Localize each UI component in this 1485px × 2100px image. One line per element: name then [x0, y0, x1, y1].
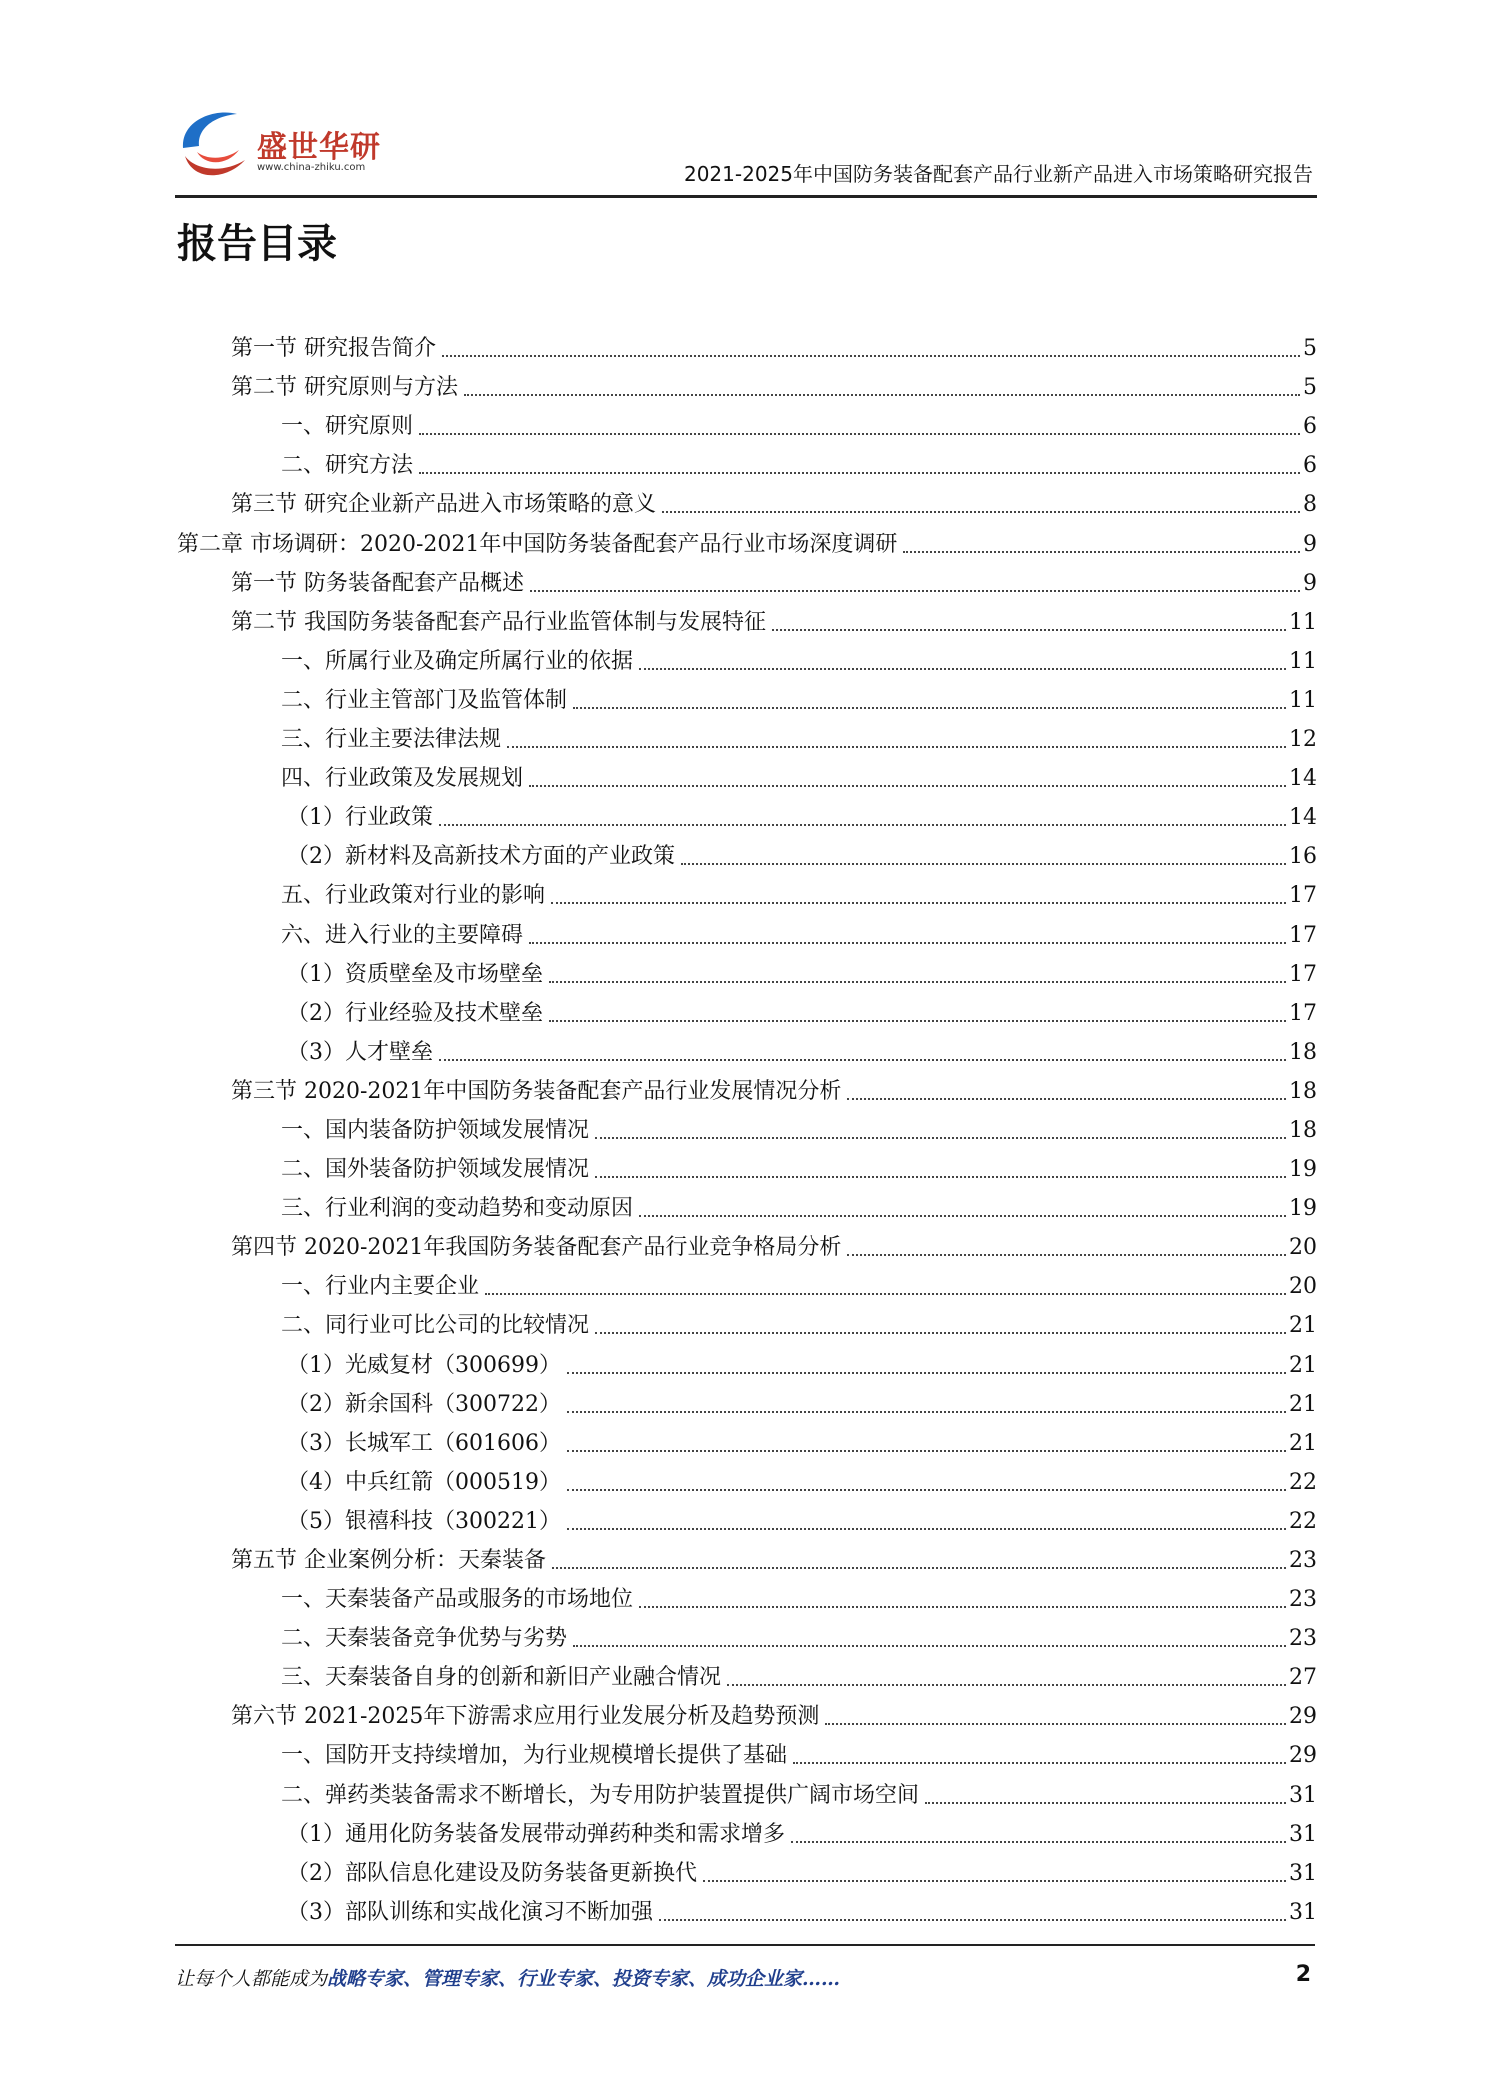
toc-leader-dots	[549, 980, 1286, 983]
toc-entry-label: 二、同行业可比公司的比较情况	[281, 1313, 590, 1339]
toc-entry-page: 21	[1289, 1430, 1317, 1456]
logo-text: 盛世华研	[257, 130, 381, 165]
toc-entry-page: 6	[1303, 453, 1317, 479]
toc-entry-page: 23	[1289, 1626, 1317, 1652]
toc-entry-page: 17	[1289, 922, 1317, 948]
toc-entry[interactable]	[177, 1654, 1317, 1693]
toc-entry[interactable]	[177, 1889, 1317, 1928]
toc-leader-dots	[639, 667, 1286, 670]
toc-entry-page: 11	[1289, 648, 1317, 674]
toc-entry-page: 23	[1289, 1548, 1317, 1573]
toc-entry-page: 21	[1289, 1391, 1317, 1417]
toc-entry[interactable]	[177, 794, 1317, 833]
toc-leader-dots	[419, 432, 1300, 435]
toc-entry-label: 二、天秦装备竞争优势与劣势	[281, 1626, 568, 1652]
logo-swoosh-icon	[175, 100, 255, 190]
toc-entry-page: 9	[1303, 531, 1317, 557]
toc-leader-dots	[595, 1136, 1286, 1139]
toc-leader-dots	[639, 1214, 1286, 1217]
toc-entry[interactable]	[177, 990, 1317, 1029]
toc-leader-dots	[703, 1879, 1286, 1882]
toc-entry[interactable]	[177, 1576, 1317, 1615]
toc-entry-label: 一、天秦装备产品或服务的市场地位	[281, 1587, 634, 1613]
toc-leader-dots	[507, 745, 1286, 748]
toc-entry-label: 六、进入行业的主要障碍	[281, 922, 524, 948]
toc-entry[interactable]	[177, 325, 1317, 364]
toc-leader-dots	[639, 1605, 1286, 1608]
toc-leader-dots	[681, 862, 1286, 865]
toc-entry-page: 11	[1289, 687, 1317, 713]
toc-entry-page: 29	[1289, 1704, 1317, 1730]
toc-entry-label: 第五节 企业案例分析：天秦装备	[231, 1548, 546, 1573]
toc-entry-label: 一、国内装备防护领域发展情况	[281, 1117, 590, 1143]
toc-entry-label: （2）部队信息化建设及防务装备更新换代	[287, 1860, 697, 1886]
toc-leader-dots	[567, 1410, 1286, 1413]
toc-entry-page: 18	[1289, 1078, 1317, 1104]
toc-entry[interactable]	[177, 1693, 1317, 1732]
toc-entry[interactable]	[177, 1185, 1317, 1224]
toc-leader-dots	[567, 1527, 1286, 1530]
toc-entry-page: 6	[1303, 414, 1317, 440]
toc-entry-label: 第一节 研究报告简介	[231, 336, 436, 362]
toc-entry[interactable]	[177, 951, 1317, 990]
toc-entry-label: （1）通用化防务装备发展带动弹药种类和需求增多	[287, 1821, 785, 1847]
toc-entry[interactable]	[177, 1029, 1317, 1068]
toc-entry-label: 第二节 研究原则与方法	[231, 375, 458, 401]
toc-leader-dots	[847, 1097, 1286, 1100]
toc-leader-dots	[727, 1683, 1286, 1686]
toc-entry-label: 第二节 我国防务装备配套产品行业监管体制与发展特征	[231, 609, 766, 635]
toc-entry[interactable]	[177, 1615, 1317, 1654]
toc-entry-page: 31	[1289, 1782, 1317, 1808]
toc-leader-dots	[659, 1918, 1286, 1921]
toc-entry-label: 二、研究方法	[281, 453, 414, 479]
toc-entry-label: 二、国外装备防护领域发展情况	[281, 1157, 590, 1183]
toc-entry-label: 第三节 研究企业新产品进入市场策略的意义	[231, 492, 656, 518]
toc-entry[interactable]	[177, 1263, 1317, 1302]
toc-leader-dots	[903, 550, 1300, 553]
toc-entry-label: （2）行业经验及技术壁垒	[287, 1000, 543, 1026]
toc-entry[interactable]	[177, 1459, 1317, 1498]
toc-entry[interactable]	[177, 1850, 1317, 1889]
toc-entry[interactable]	[177, 1068, 1317, 1107]
toc-leader-dots	[595, 1331, 1286, 1334]
toc-entry[interactable]	[177, 1146, 1317, 1185]
toc-entry[interactable]	[177, 716, 1317, 755]
toc-entry-label: 第六节 2021-2025年下游需求应用行业发展分析及趋势预测	[231, 1704, 820, 1730]
toc-leader-dots	[825, 1722, 1286, 1725]
toc-leader-dots	[567, 1371, 1286, 1374]
toc-leader-dots	[551, 901, 1286, 904]
toc-entry-label: 三、行业主要法律法规	[281, 727, 502, 753]
toc-leader-dots	[567, 1488, 1286, 1491]
toc-entry-page: 14	[1289, 805, 1317, 831]
toc-leader-dots	[595, 1175, 1286, 1178]
toc-entry-label: 一、国防开支持续增加，为行业规模增长提供了基础	[281, 1743, 788, 1769]
toc-entry[interactable]	[177, 1537, 1317, 1576]
toc-entry-page: 14	[1289, 766, 1317, 792]
toc-entry-label: （1）资质壁垒及市场壁垒	[287, 961, 543, 987]
toc-entry-label: 第一节 防务装备配套产品概述	[231, 570, 524, 596]
toc-entry-page: 22	[1289, 1508, 1317, 1534]
toc-entry-label: 一、行业内主要企业	[281, 1274, 480, 1300]
footer-slogan	[175, 1964, 840, 1991]
toc-entry-label: （3）人才壁垒	[287, 1039, 433, 1065]
page-header	[175, 100, 1317, 198]
toc-entry-label: 三、行业利润的变动趋势和变动原因	[281, 1196, 634, 1222]
toc-entry-page: 9	[1303, 570, 1317, 596]
toc-leader-dots	[847, 1253, 1286, 1256]
toc-entry[interactable]	[177, 1420, 1317, 1459]
toc-entry-page: 5	[1303, 336, 1317, 362]
toc-entry[interactable]	[177, 755, 1317, 794]
toc-entry[interactable]	[177, 1732, 1317, 1771]
toc-entry[interactable]	[177, 520, 1317, 559]
toc-entry-label: （3）长城军工（601606）	[287, 1430, 561, 1456]
report-title: 2021-2025年中国防务装备配套产品行业新产品进入市场策略研究报告	[683, 162, 1313, 186]
toc-leader-dots	[567, 1449, 1286, 1452]
toc-leader-dots	[529, 941, 1286, 944]
toc-entry-label: （5）银禧科技（300221）	[287, 1508, 561, 1534]
page-title: 报告目录	[177, 221, 337, 267]
toc-entry-page: 5	[1303, 375, 1317, 401]
toc-entry[interactable]	[177, 911, 1317, 950]
toc-entry-label: 一、所属行业及确定所属行业的依据	[281, 648, 634, 674]
toc-entry[interactable]	[177, 599, 1317, 638]
toc-entry-label: 一、研究原则	[281, 414, 414, 440]
company-logo	[175, 100, 395, 190]
toc-entry-label: 二、行业主管部门及监管体制	[281, 687, 568, 713]
toc-entry-page: 16	[1289, 844, 1317, 870]
toc-entry-label: （3）部队训练和实战化演习不断加强	[287, 1899, 653, 1925]
toc-entry[interactable]	[177, 560, 1317, 599]
toc-leader-dots	[925, 1801, 1286, 1804]
slogan-prefix: 让每个人都能成为	[175, 1968, 328, 1990]
toc-entry-label: 第三节 2020-2021年中国防务装备配套产品行业发展情况分析	[231, 1078, 842, 1104]
toc-entry[interactable]	[177, 1302, 1317, 1341]
toc-entry[interactable]	[177, 677, 1317, 716]
toc-entry-label: （1）光威复材（300699）	[287, 1352, 561, 1378]
toc-entry-page: 21	[1289, 1352, 1317, 1378]
toc-entry-label: （4）中兵红箭（000519）	[287, 1469, 561, 1495]
toc-entry[interactable]	[177, 1771, 1317, 1810]
toc-entry[interactable]	[177, 1224, 1317, 1263]
toc-entry-page: 18	[1289, 1039, 1317, 1065]
slogan-highlight: 战略专家、管理专家、行业专家、投资专家、成功企业家……	[327, 1968, 841, 1990]
toc-entry-label: 三、天秦装备自身的创新和新旧产业融合情况	[281, 1665, 722, 1691]
toc-entry-label: （1）行业政策	[287, 805, 433, 831]
toc-entry-page: 8	[1303, 492, 1317, 518]
toc-entry-label: 四、行业政策及发展规划	[281, 766, 524, 792]
toc-leader-dots	[419, 471, 1300, 474]
toc-entry-page: 17	[1289, 961, 1317, 987]
toc-leader-dots	[464, 393, 1300, 396]
toc-leader-dots	[549, 1019, 1286, 1022]
toc-entry-page: 20	[1289, 1235, 1317, 1261]
toc-entry-label: 第二章 市场调研：2020-2021年中国防务装备配套产品行业市场深度调研	[177, 531, 898, 557]
toc-leader-dots	[793, 1761, 1286, 1764]
toc-entry-page: 22	[1289, 1469, 1317, 1495]
table-of-contents	[177, 325, 1317, 1928]
page-number: 2	[1295, 1962, 1311, 1987]
toc-leader-dots	[439, 1058, 1286, 1061]
toc-entry-page: 11	[1289, 609, 1317, 635]
toc-entry-page: 19	[1289, 1196, 1317, 1222]
toc-leader-dots	[485, 1292, 1286, 1295]
toc-entry-label: 五、行业政策对行业的影响	[281, 883, 546, 909]
toc-leader-dots	[529, 784, 1286, 787]
toc-entry-page: 31	[1289, 1860, 1317, 1886]
logo-url: www.china-zhiku.com	[257, 162, 366, 173]
toc-entry-page: 27	[1289, 1665, 1317, 1691]
toc-leader-dots	[439, 823, 1286, 826]
toc-entry[interactable]	[177, 1341, 1317, 1380]
toc-leader-dots	[442, 354, 1300, 357]
toc-entry[interactable]	[177, 481, 1317, 520]
toc-entry[interactable]	[177, 872, 1317, 911]
toc-entry[interactable]	[177, 1381, 1317, 1420]
toc-entry-page: 20	[1289, 1274, 1317, 1300]
toc-leader-dots	[573, 1644, 1286, 1647]
toc-entry-label: （2）新材料及高新技术方面的产业政策	[287, 844, 675, 870]
toc-entry-label: 第四节 2020-2021年我国防务装备配套产品行业竞争格局分析	[231, 1235, 842, 1261]
toc-entry-page: 31	[1289, 1821, 1317, 1847]
toc-leader-dots	[791, 1840, 1286, 1843]
toc-entry[interactable]	[177, 442, 1317, 481]
toc-entry[interactable]	[177, 1498, 1317, 1537]
toc-leader-dots	[662, 510, 1300, 513]
toc-entry[interactable]	[177, 1811, 1317, 1850]
toc-entry-page: 23	[1289, 1587, 1317, 1613]
toc-entry[interactable]	[177, 833, 1317, 872]
toc-entry[interactable]	[177, 638, 1317, 677]
toc-leader-dots	[530, 589, 1300, 592]
toc-leader-dots	[573, 706, 1286, 709]
toc-entry-label: 二、弹药类装备需求不断增长，为专用防护装置提供广阔市场空间	[281, 1782, 920, 1808]
toc-entry-page: 17	[1289, 883, 1317, 909]
page-footer	[175, 1944, 1315, 1990]
toc-entry-page: 21	[1289, 1313, 1317, 1339]
toc-entry-page: 17	[1289, 1000, 1317, 1026]
toc-entry-page: 19	[1289, 1157, 1317, 1183]
toc-entry-label: （2）新余国科（300722）	[287, 1391, 561, 1417]
toc-leader-dots	[552, 1566, 1286, 1569]
toc-entry-page: 12	[1289, 727, 1317, 753]
toc-entry-page: 29	[1289, 1743, 1317, 1769]
toc-entry-page: 31	[1289, 1899, 1317, 1925]
toc-entry[interactable]	[177, 403, 1317, 442]
toc-entry-page: 18	[1289, 1117, 1317, 1143]
toc-entry[interactable]	[177, 1107, 1317, 1146]
toc-leader-dots	[772, 628, 1286, 631]
toc-entry[interactable]	[177, 364, 1317, 403]
